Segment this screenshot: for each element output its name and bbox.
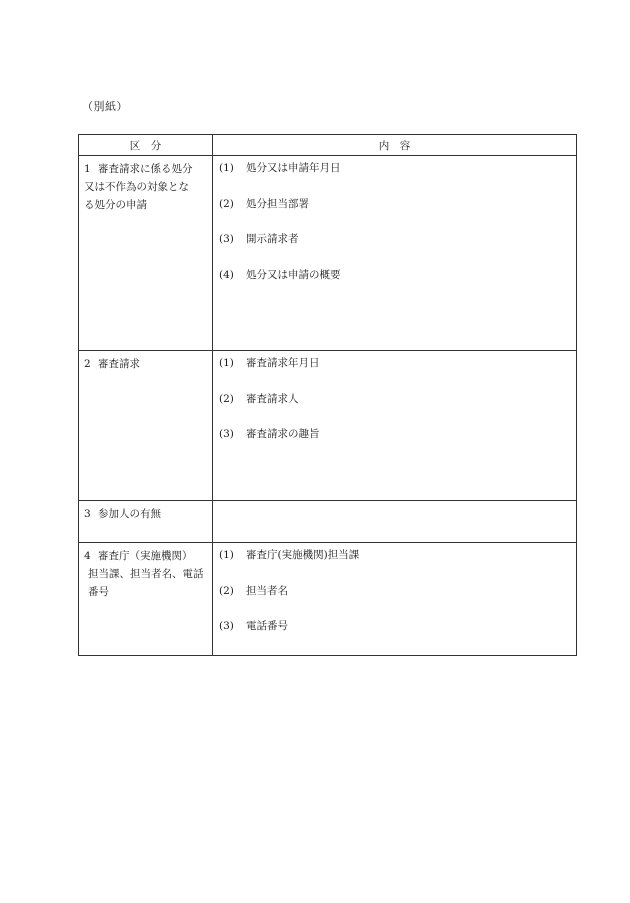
row-number: 1 xyxy=(84,163,91,175)
item-text: 審査請求の趣旨 xyxy=(246,428,320,440)
table-row-1 xyxy=(79,156,577,351)
item-number: (3) xyxy=(219,428,234,440)
row-number: 3 xyxy=(84,508,91,520)
appendix-label: （別紙） xyxy=(82,100,128,113)
list-item xyxy=(219,159,576,195)
item-text: 審査請求人 xyxy=(246,392,299,405)
item-number: (1) xyxy=(219,549,234,561)
category-line: 担当課、担当者名、電話 xyxy=(88,568,204,580)
review-request-form-table xyxy=(78,134,577,656)
item-text: 審査請求年月日 xyxy=(246,357,320,369)
row-number: 4 xyxy=(84,550,91,562)
item-text: 担当者名 xyxy=(246,584,288,597)
table-row-3 xyxy=(79,501,577,543)
header-content-label: 内 容 xyxy=(378,139,411,152)
list-item xyxy=(219,425,576,461)
header-category xyxy=(79,135,213,156)
category-line: る処分の申請 xyxy=(84,199,147,211)
item-number: (2) xyxy=(219,392,234,405)
category-line: 審査庁（実施機関） xyxy=(98,550,193,562)
item-text: 処分担当部署 xyxy=(246,197,309,210)
list-item xyxy=(219,546,576,582)
header-category-label: 区 分 xyxy=(129,139,162,152)
item-text: 審査庁(実施機関)担当課 xyxy=(246,549,360,561)
category-line: 番号 xyxy=(88,586,109,598)
item-number: (2) xyxy=(219,584,234,597)
category-cell-3 xyxy=(79,501,213,543)
item-text: 処分又は申請年月日 xyxy=(246,162,341,174)
item-number: (1) xyxy=(219,162,234,174)
item-text: 電話番号 xyxy=(246,620,288,632)
category-line: 審査請求に係る処分 xyxy=(98,163,193,175)
table-row-2 xyxy=(79,351,577,501)
category-line: 審査請求 xyxy=(98,358,140,370)
category-cell-4 xyxy=(79,543,213,656)
table-header-row xyxy=(79,135,577,156)
item-text: 開示請求者 xyxy=(246,233,299,245)
list-item xyxy=(219,390,576,426)
content-cell-2 xyxy=(213,351,577,501)
category-line: 参加人の有無 xyxy=(98,508,161,520)
list-item xyxy=(219,195,576,231)
content-cell-4 xyxy=(213,543,577,656)
content-cell-1 xyxy=(213,156,577,351)
table-row-4 xyxy=(79,543,577,656)
list-item xyxy=(219,354,576,390)
category-cell-1 xyxy=(79,156,213,351)
item-number: (4) xyxy=(219,268,234,281)
category-cell-2 xyxy=(79,351,213,501)
item-number: (1) xyxy=(219,357,234,369)
item-number: (3) xyxy=(219,233,234,245)
list-item xyxy=(219,617,576,653)
row-number: 2 xyxy=(84,358,91,370)
list-item xyxy=(219,266,576,302)
header-content xyxy=(213,135,577,156)
item-number: (2) xyxy=(219,197,234,210)
content-cell-3 xyxy=(213,501,577,543)
list-item xyxy=(219,230,576,266)
item-number: (3) xyxy=(219,620,234,632)
category-line: 又は不作為の対象とな xyxy=(84,181,189,193)
list-item xyxy=(219,582,576,618)
item-text: 処分又は申請の概要 xyxy=(246,268,341,281)
